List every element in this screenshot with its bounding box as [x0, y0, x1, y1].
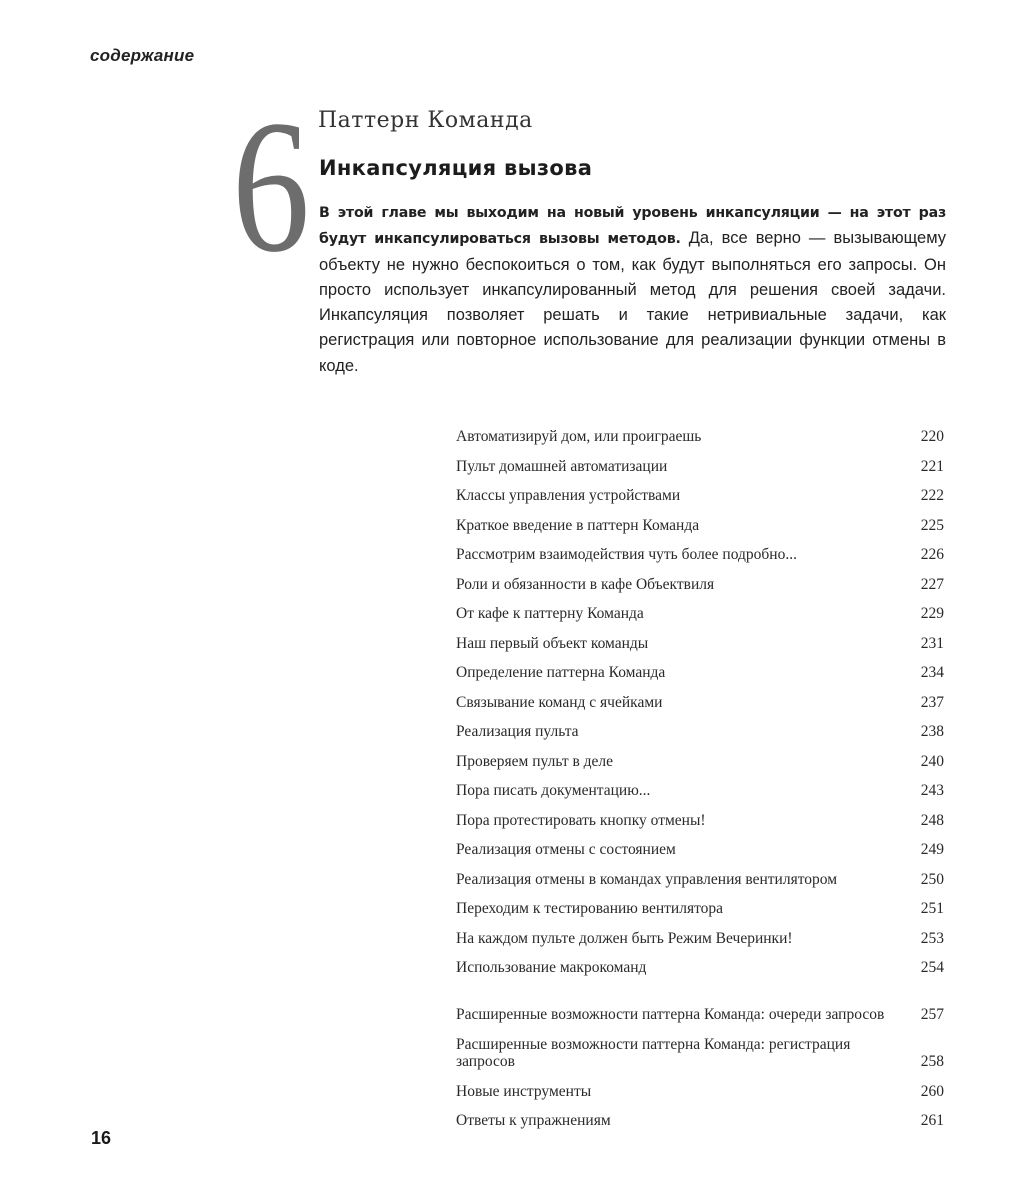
toc-entry[interactable] — [456, 511, 944, 541]
toc-entry-page[interactable]: 231 — [920, 634, 944, 652]
toc-entry-page[interactable]: 258 — [920, 1053, 944, 1070]
toc-entry[interactable] — [456, 894, 944, 924]
chapter-intro — [319, 200, 946, 379]
chapter-title: Инкапсуляция вызова — [319, 156, 593, 180]
toc-entry[interactable] — [456, 570, 944, 600]
toc-entry-page[interactable]: 222 — [920, 487, 944, 504]
toc-entry-page[interactable]: 227 — [920, 575, 944, 593]
toc-entry[interactable] — [456, 806, 944, 836]
toc-entry[interactable] — [456, 865, 944, 895]
toc-entry-page[interactable]: 250 — [920, 870, 944, 888]
toc-entry-title[interactable]: Реализация пульта — [456, 723, 579, 740]
toc-entry-title[interactable]: Расширенные возможности паттерна Команда: очереди запросов — [456, 1006, 885, 1023]
toc-entry-title[interactable]: От кафе к паттерну Команда — [456, 605, 644, 622]
toc-entry[interactable] — [456, 658, 944, 688]
page-number: 16 — [91, 1128, 112, 1148]
toc-entry[interactable] — [456, 983, 944, 1030]
toc-entry-title[interactable]: Определение паттерна Команда — [456, 664, 666, 681]
toc-entry-title[interactable]: Переходим к тестированию вентилятора — [456, 900, 724, 917]
toc-entry-title[interactable]: Краткое введение в паттерн Команда — [456, 516, 700, 534]
toc-entry[interactable] — [456, 835, 944, 865]
toc-entry[interactable] — [456, 422, 944, 452]
toc-entry[interactable] — [456, 1077, 944, 1107]
toc-entry-page[interactable]: 253 — [920, 929, 944, 947]
toc-entry-title[interactable]: Расширенные возможности паттерна Команда: регистрация запросов — [456, 1035, 851, 1070]
toc-entry[interactable] — [456, 776, 944, 806]
toc-entry[interactable] — [456, 481, 944, 511]
toc-entry[interactable] — [456, 747, 944, 777]
toc-entry-page[interactable]: 225 — [920, 516, 944, 534]
toc-entry-title[interactable]: Классы управления устройствами — [456, 487, 681, 504]
toc-entry-page[interactable]: 248 — [920, 811, 944, 829]
toc-entry-page[interactable]: 243 — [920, 782, 944, 799]
toc-entry-page[interactable]: 261 — [920, 1112, 944, 1129]
toc-entry-page[interactable]: 220 — [920, 428, 944, 445]
toc-entry[interactable] — [456, 629, 944, 659]
toc-entry-title[interactable]: Роли и обязанности в кафе Объектвиля — [456, 575, 715, 593]
toc-entry-page[interactable]: 226 — [920, 546, 944, 563]
toc-entry-page[interactable]: 229 — [920, 605, 944, 622]
toc-entry-page[interactable]: 240 — [920, 752, 944, 770]
toc-entry-title[interactable]: Реализация отмены в командах управления вентилятором — [456, 870, 838, 888]
toc-list — [456, 422, 944, 1136]
toc-entry-page[interactable]: 251 — [920, 900, 944, 917]
toc-entry-page[interactable]: 237 — [920, 693, 944, 711]
toc-entry-title[interactable]: Автоматизируй дом, или проиграешь — [456, 428, 702, 445]
toc-entry-page[interactable]: 257 — [920, 1006, 944, 1023]
toc-entry-title[interactable]: На каждом пульте должен быть Режим Вечеринки! — [456, 929, 793, 947]
toc-entry-title[interactable]: Проверяем пульт в деле — [456, 752, 614, 770]
toc-entry-page[interactable]: 221 — [920, 457, 944, 475]
toc-entry-page[interactable]: 238 — [920, 723, 944, 740]
toc-entry[interactable] — [456, 540, 944, 570]
toc-entry[interactable] — [456, 599, 944, 629]
toc-entry-title[interactable]: Пора писать документацию... — [456, 782, 651, 799]
toc-entry-title[interactable]: Новые инструменты — [456, 1082, 592, 1100]
toc-entry-title[interactable]: Рассмотрим взаимодействия чуть более подробно... — [456, 546, 797, 563]
toc-entry-page[interactable]: 260 — [920, 1082, 944, 1100]
chapter-label: Паттерн Команда — [318, 108, 533, 133]
intro-body: Да, все верно — вызывающему объекту не нужно беспокоиться о том, как будут выполняться его запросы. Он просто использует инкапсулированный метод для решения своей задачи. Инкапсуляция позволяет решать и такие нетривиальные задачи, как регистрация или повторное использование для реализации функции отмены в коде. — [319, 229, 946, 375]
toc-entry-title[interactable]: Пульт домашней автоматизации — [456, 457, 668, 475]
toc-entry[interactable] — [456, 688, 944, 718]
toc-entry-title[interactable]: Пора протестировать кнопку отмены! — [456, 811, 706, 829]
chapter-number: 6 — [232, 82, 310, 292]
toc-entry-page[interactable]: 234 — [920, 664, 944, 681]
intro-lead: В этой главе мы выходим на новый уровень инкапсуляции — на этот раз будут инкапсулироваться вызовы методов. — [319, 205, 946, 248]
toc-entry-title[interactable]: Ответы к упражнениям — [456, 1112, 611, 1129]
toc-entry-page[interactable]: 249 — [920, 841, 944, 858]
toc-entry[interactable] — [456, 953, 944, 983]
toc-entry-title[interactable]: Использование макрокоманд — [456, 959, 647, 976]
toc-entry-title[interactable]: Реализация отмены с состоянием — [456, 841, 676, 858]
toc-entry[interactable] — [456, 1106, 944, 1136]
toc-entry[interactable] — [456, 924, 944, 954]
toc-entry-title[interactable]: Наш первый объект команды — [456, 634, 649, 652]
toc-entry[interactable] — [456, 717, 944, 747]
running-head: содержание — [90, 46, 195, 65]
toc-entry-page[interactable]: 254 — [920, 959, 944, 976]
toc-entry[interactable] — [456, 1030, 944, 1077]
toc-entry-title[interactable]: Связывание команд с ячейками — [456, 693, 663, 711]
toc-entry[interactable] — [456, 452, 944, 482]
